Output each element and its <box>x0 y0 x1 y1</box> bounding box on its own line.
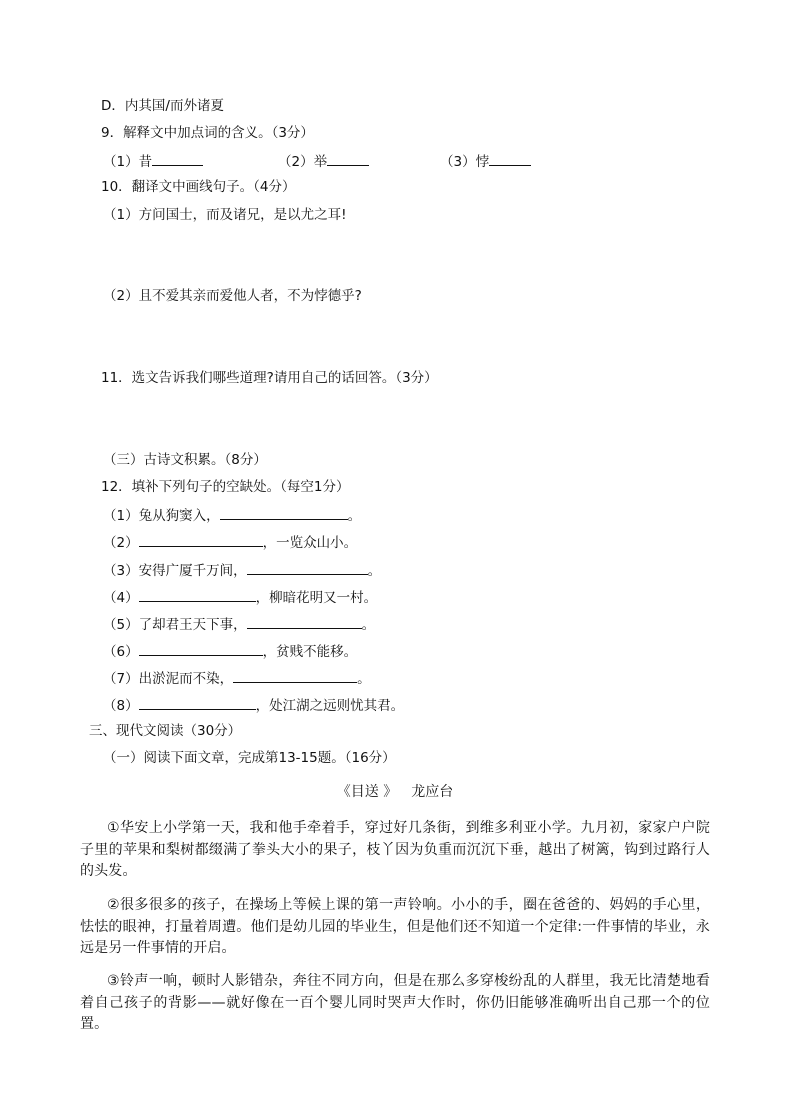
answer-blank[interactable] <box>489 151 531 166</box>
q9-item-3-label: （3）悖 <box>440 154 490 170</box>
q12-question: 12．填补下列句子的空缺处。（每空1分） <box>101 479 350 495</box>
q11-question: 11．选文告诉我们哪些道理?请用自己的话回答。（3分） <box>101 370 438 386</box>
q12-item-8 <box>103 695 404 715</box>
article-author: 龙应台 <box>411 784 454 800</box>
answer-blank[interactable] <box>152 151 203 166</box>
q9-item-3 <box>440 151 531 171</box>
article-title-line <box>0 783 790 801</box>
answer-blank[interactable] <box>327 151 369 166</box>
q12-item-8-suffix: ，处江湖之远则忧其君。 <box>255 698 405 714</box>
q12-item-5 <box>103 614 375 634</box>
answer-blank[interactable] <box>139 641 263 656</box>
q12-item-4-prefix: （4） <box>103 590 139 606</box>
q8-option-d: D．内其国/而外诸夏 <box>101 98 224 114</box>
q12-item-3 <box>103 560 381 580</box>
answer-blank[interactable] <box>247 560 368 575</box>
q12-item-6 <box>103 641 357 661</box>
answer-blank[interactable] <box>233 668 357 683</box>
q9-item-2-label: （2）举 <box>278 154 328 170</box>
q12-item-1-suffix: 。 <box>347 508 362 524</box>
q12-item-1-prefix: （1）兔从狗窦入， <box>103 508 220 524</box>
answer-blank[interactable] <box>139 532 263 547</box>
article-paragraph-1: ①华安上小学第一天，我和他手牵着手，穿过好几条街，到维多利亚小学。九月初，家家户户院子里的苹果和梨树都缀满了拳头大小的果子，枝丫因为负重而沉沉下垂，越出了树篱，钩到过路行人的头发。 <box>80 820 710 879</box>
q12-item-1 <box>103 505 361 525</box>
q10-question: 10．翻译文中画线句子。（4分） <box>101 179 296 195</box>
section-3-heading: 三、现代文阅读（30分） <box>89 723 242 739</box>
q12-item-2 <box>103 532 357 552</box>
q9-item-2 <box>278 151 369 171</box>
section-3-1-heading: （一）阅读下面文章，完成第13-15题。（16分） <box>103 750 396 766</box>
q12-item-7-prefix: （7）出淤泥而不染， <box>103 671 234 687</box>
answer-blank[interactable] <box>139 587 256 602</box>
q9-item-1-label: （1）昔 <box>103 154 153 170</box>
q12-item-4-suffix: ，柳暗花明又一村。 <box>255 590 378 606</box>
answer-blank[interactable] <box>220 505 348 520</box>
q12-item-4 <box>103 587 377 607</box>
q9-question: 9．解释文中加点词的含义。（3分） <box>101 125 314 141</box>
answer-blank[interactable] <box>247 614 362 629</box>
article-paragraph-2: ②很多很多的孩子，在操场上等候上课的第一声铃响。小小的手，圈在爸爸的、妈妈的手心里，怯怯的眼神，打量着周遭。他们是幼儿园的毕业生，但是他们还不知道一个定律:一件事情的毕业，永远是另一件事情的开启。 <box>80 897 710 956</box>
q12-item-2-prefix: （2） <box>103 535 139 551</box>
q12-item-7 <box>103 668 371 688</box>
q9-item-1 <box>103 151 203 171</box>
q10-item-1: （1）方问国士，而及诸兄，是以尤之耳! <box>103 207 347 223</box>
section-gushi-heading: （三）古诗文积累。（8分） <box>103 452 267 468</box>
answer-blank[interactable] <box>139 695 256 710</box>
q12-item-6-suffix: ，贫贱不能移。 <box>262 644 358 660</box>
q12-item-7-suffix: 。 <box>357 671 371 687</box>
q12-item-3-suffix: 。 <box>367 563 382 579</box>
article-paragraph-3: ③铃声一响，顿时人影错杂，奔往不同方向，但是在那么多穿梭纷乱的人群里，我无比清楚地看着自己孩子的背影——就好像在一百个婴儿同时哭声大作时，你仍旧能够准确听出自己那一个的位置。 <box>80 973 710 1032</box>
article-title: 《目送 》 <box>336 784 398 800</box>
q12-item-5-suffix: 。 <box>361 617 376 633</box>
q10-item-2: （2）且不爱其亲而爱他人者，不为悖德乎? <box>103 288 362 304</box>
q12-item-3-prefix: （3）安得广厦千万间， <box>103 563 247 579</box>
q12-item-6-prefix: （6） <box>103 644 139 660</box>
q12-item-5-prefix: （5）了却君王天下事， <box>103 617 247 633</box>
q12-item-8-prefix: （8） <box>103 698 139 714</box>
q12-item-2-suffix: ，一览众山小。 <box>262 535 358 551</box>
